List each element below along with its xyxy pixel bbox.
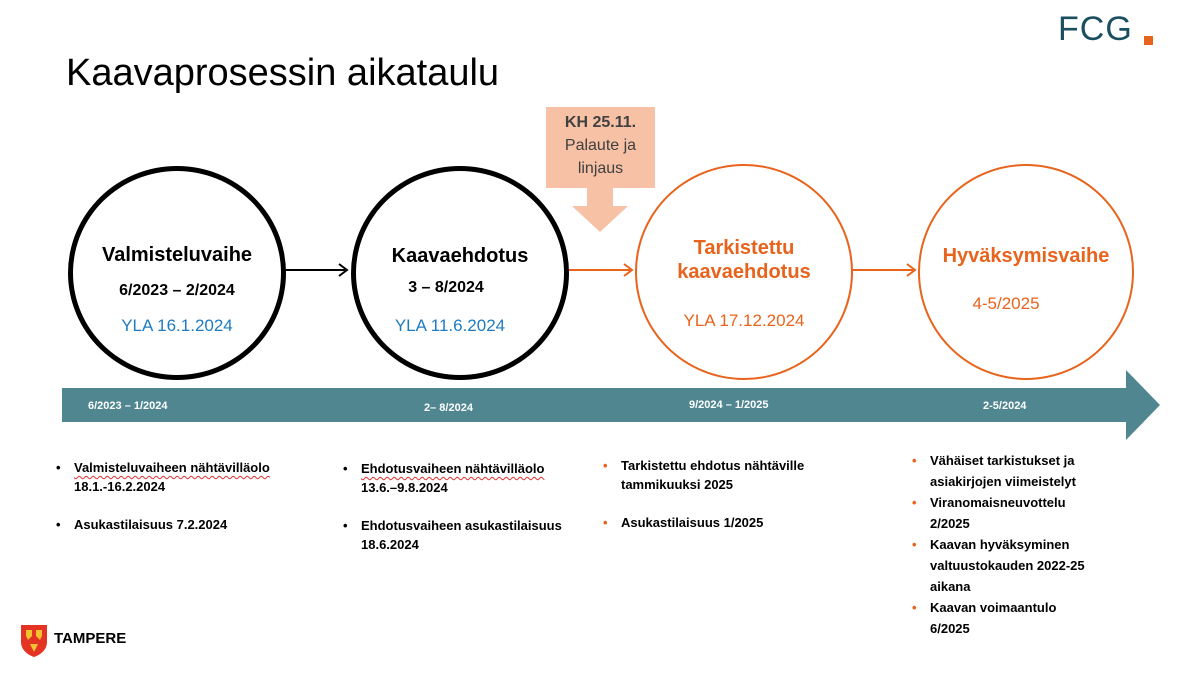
bullet-text: Viranomaisneuvottelu [930, 495, 1066, 510]
tampere-crest-icon [20, 624, 48, 658]
kh-down-arrow-icon [572, 188, 628, 233]
bullet-text: tammikuuksi 2025 [621, 477, 734, 492]
fcg-logo: FCG [1058, 10, 1133, 48]
kh-feedback-box [546, 107, 655, 188]
slide-title: Kaavaprosessin aikataulu [66, 52, 500, 94]
stage-2-name: Kaavaehdotus [391, 245, 529, 267]
bullet-icon: • [912, 600, 917, 615]
timeline-label-4: 2-5/2024 [983, 400, 1027, 412]
bullet-text: Kaavan hyväksyminen [930, 537, 1070, 552]
bullet-text: 13.6.–9.8.2024 [361, 480, 448, 495]
stage-3-name [635, 236, 853, 284]
bullet-text: 18.1.-16.2.2024 [74, 479, 166, 494]
bullet-text: Kaavan voimaantulo [930, 600, 1057, 615]
bullet-text: asiakirjojen viimeistelyt [930, 474, 1076, 489]
kh-line3: linjaus [577, 160, 624, 177]
stage-2-yla: YLA 11.6.2024 [394, 316, 506, 335]
bullet-text: Asukastilaisuus 7.2.2024 [74, 517, 228, 532]
bullets-col-1 [54, 458, 334, 534]
list-item [910, 450, 1160, 492]
bullets-col-2 [341, 459, 606, 554]
bullet-icon: • [912, 495, 917, 510]
stage-4-dates: 4-5/2025 [972, 294, 1040, 313]
bullet-icon: • [912, 453, 917, 468]
list-item [341, 516, 606, 554]
bullet-text: valtuustokauden 2022-25 [930, 558, 1085, 573]
bullet-text: 6/2025 [930, 621, 970, 636]
bullet-icon: • [56, 460, 61, 475]
stage-1-yla: YLA 16.1.2024 [121, 316, 233, 335]
bullet-icon: • [912, 537, 917, 552]
timeline-label-1: 6/2023 – 1/2024 [88, 400, 168, 412]
bullet-icon: • [343, 461, 348, 476]
bullet-text: Valmisteluvaiheen nähtävilläolo [74, 460, 270, 475]
list-item [910, 597, 1160, 639]
list-item [601, 456, 881, 494]
stage-circle-hyvaksymis [918, 164, 1134, 380]
arrow-3-icon [851, 262, 919, 278]
bullet-text: Ehdotusvaiheen asukastilaisuus [361, 518, 562, 533]
bullets-col-3 [601, 456, 881, 532]
bullet-text: 18.6.2024 [361, 537, 419, 552]
stage-1-name: Valmisteluvaihe [101, 244, 253, 266]
list-item [601, 513, 881, 532]
list-item [341, 459, 606, 497]
kh-line2: Palaute ja [564, 137, 637, 154]
bullet-text: aikana [930, 579, 971, 594]
bullet-text: 2/2025 [930, 516, 970, 531]
stage-3-yla: YLA 17.12.2024 [683, 311, 805, 330]
bullet-icon: • [603, 515, 608, 530]
list-item [54, 458, 334, 496]
tampere-logo-text: TAMPERE [54, 630, 127, 647]
stage-circle-ehdotus [351, 166, 569, 380]
arrow-1-icon [285, 262, 353, 278]
timeline-label-2: 2– 8/2024 [424, 402, 473, 414]
list-item [910, 492, 1160, 534]
bullet-icon: • [343, 518, 348, 533]
arrow-2-icon [568, 262, 636, 278]
bullet-icon: • [56, 517, 61, 532]
stage-4-name: Hyväksymisvaihe [942, 245, 1110, 267]
bullet-icon: • [603, 458, 608, 473]
bullet-text: Asukastilaisuus 1/2025 [621, 515, 764, 530]
bullets-col-4 [910, 450, 1160, 639]
stage-1-dates: 6/2023 – 2/2024 [119, 282, 235, 299]
list-item [910, 534, 1160, 597]
bullet-text: Vähäiset tarkistukset ja [930, 453, 1075, 468]
stage-3-name-line2: kaavaehdotus [677, 261, 811, 283]
bullet-text: Tarkistettu ehdotus nähtäville [621, 458, 805, 473]
fcg-logo-dot [1144, 36, 1153, 45]
list-item [54, 515, 334, 534]
kh-date: KH 25.11. [564, 114, 637, 131]
stage-2-dates: 3 – 8/2024 [408, 279, 484, 296]
bullet-text: Ehdotusvaiheen nähtävilläolo [361, 461, 545, 476]
timeline-label-3: 9/2024 – 1/2025 [689, 399, 769, 411]
stage-3-name-line1: Tarkistettu [693, 237, 795, 259]
stage-circle-valmistelu [68, 166, 286, 380]
